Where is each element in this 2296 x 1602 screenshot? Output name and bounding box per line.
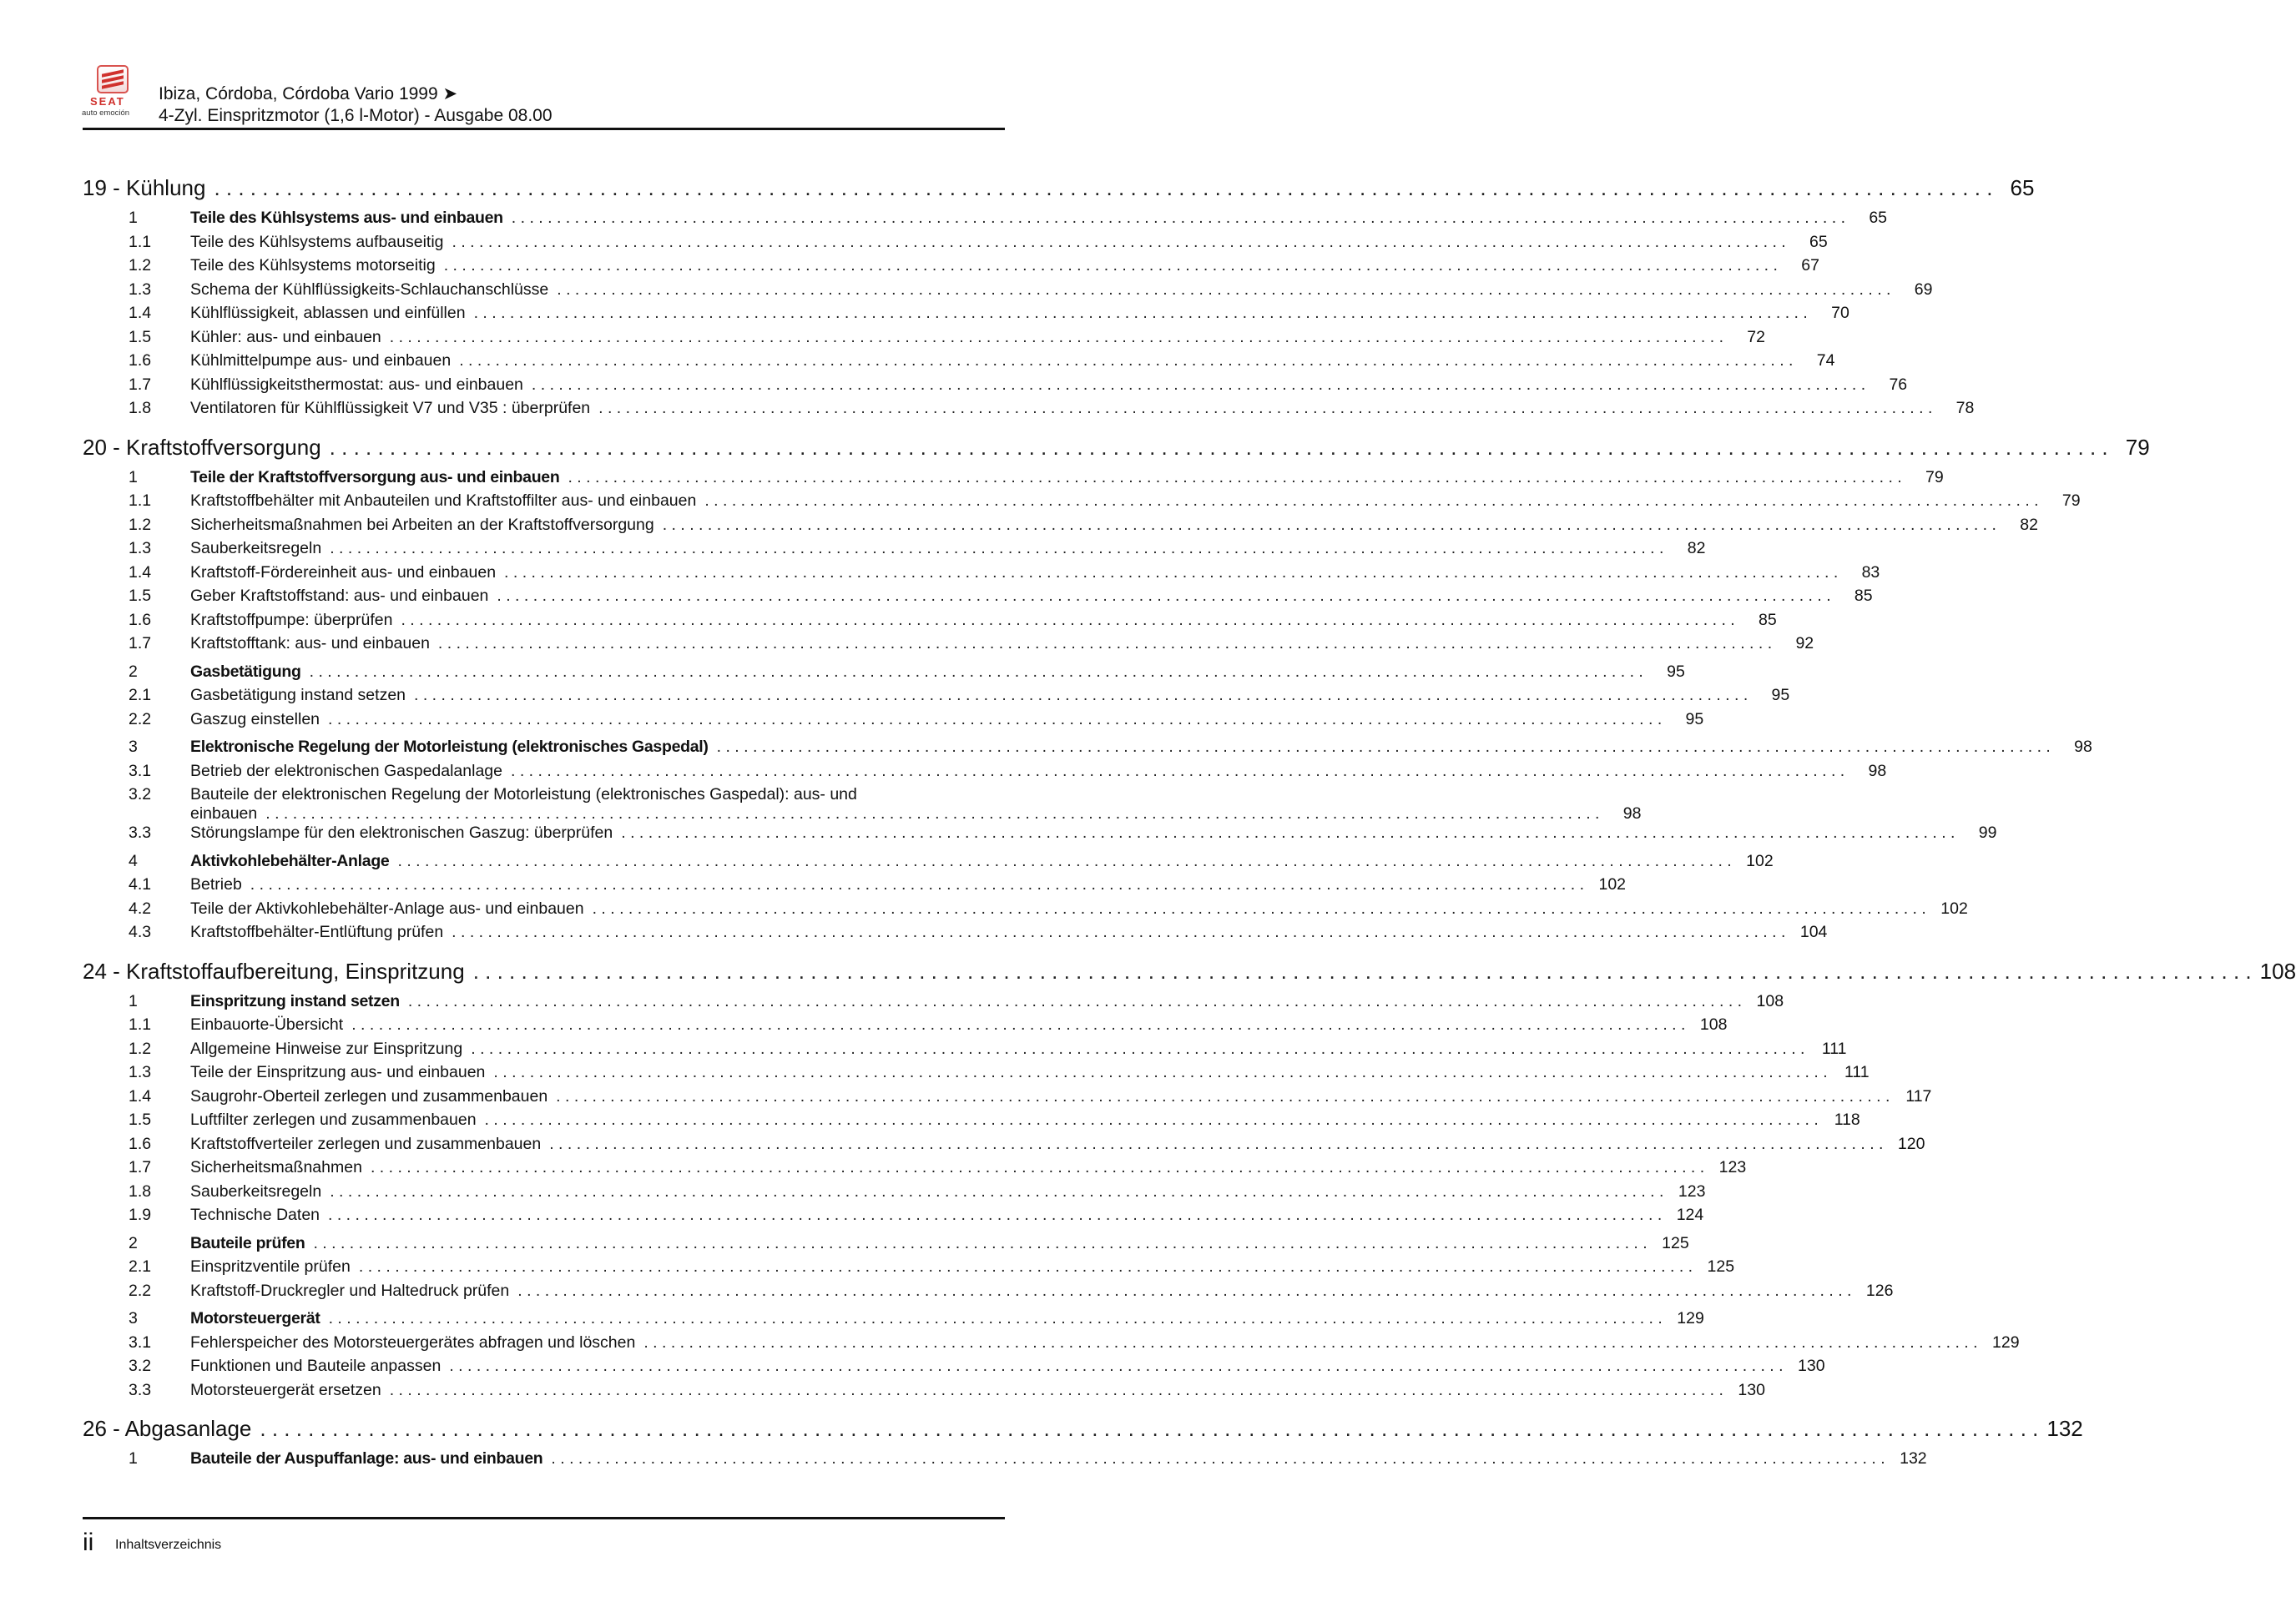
entry-title: Störungslampe für den elektronischen Gaszug: überprüfen <box>190 824 613 842</box>
entry-number: 1.3 <box>129 539 152 557</box>
dot-leader <box>717 738 2051 757</box>
entry-page: 83 <box>1861 562 1880 582</box>
entry-page: 104 <box>1799 923 1828 941</box>
entry-title: Fehlerspeicher des Motorsteuergerätes abfragen und löschen <box>190 1332 636 1352</box>
entry-page: 79 <box>2061 491 2081 510</box>
dot-leader <box>556 1087 1890 1106</box>
entry-title: Kraftstoffpumpe: überprüfen <box>190 610 393 629</box>
entry-number: 2.2 <box>129 1281 152 1300</box>
entry-page: 78 <box>1955 399 1975 417</box>
toc-section[interactable] <box>83 1309 1704 1333</box>
dot-leader <box>512 209 1845 228</box>
entry-title: Betrieb der elektronischen Gaspedalanlage <box>190 761 502 780</box>
entry-title: Geber Kraftstoffstand: aus- und einbauen <box>190 587 489 605</box>
entry-page: 95 <box>1667 662 1685 681</box>
entry-number: 1.2 <box>129 1039 152 1058</box>
chapter-title: 24 - Kraftstoffaufbereitung, Einspritzung <box>83 958 465 984</box>
entry-number: 3.2 <box>129 785 152 804</box>
entry-title: Gaszug einstellen <box>190 709 320 728</box>
dot-leader <box>473 959 2252 985</box>
entry-title: Sicherheitsmaßnahmen bei Arbeiten an der Kraftstoffversorgung <box>190 515 654 534</box>
entry-number: 4.3 <box>129 923 152 941</box>
entry-page: 70 <box>1831 304 1849 322</box>
toc-entry[interactable] <box>83 709 1704 734</box>
entry-title: Gasbetätigung instand setzen <box>190 686 406 704</box>
entry-page: 99 <box>1978 824 1997 842</box>
toc-section[interactable] <box>83 467 1944 492</box>
dot-leader <box>214 175 1992 201</box>
entry-page: 129 <box>1992 1332 2020 1352</box>
entry-page: 92 <box>1795 634 1814 652</box>
entry-page: 79 <box>1925 467 1944 486</box>
entry-title: Gasbetätigung <box>190 662 301 681</box>
dot-leader <box>401 611 1734 630</box>
entry-number: 3 <box>129 738 138 756</box>
dot-leader <box>310 662 1643 682</box>
entry-title: Sauberkeitsregeln <box>190 539 322 557</box>
entry-title: Bauteile der elektronischen Regelung der Motorleistung (elektronisches Gaspedal): aus- und <box>190 785 857 804</box>
entry-title: Allgemeine Hinweise zur Einspritzung <box>190 1039 463 1058</box>
entry-page: 118 <box>1834 1111 1860 1129</box>
entry-title: Schema der Kühlflüssigkeits-Schlauchanschlüsse <box>190 280 549 299</box>
entry-number: 2.2 <box>129 709 152 728</box>
entry-title: Einspritzventile prüfen <box>190 1257 351 1276</box>
entry-number: 1.6 <box>129 351 152 370</box>
toc-entry[interactable] <box>83 1181 1706 1207</box>
toc-entry[interactable] <box>83 1281 1894 1306</box>
entry-title: Einspritzung instand setzen <box>190 991 400 1010</box>
entry-page: 85 <box>1854 587 1873 605</box>
dot-leader <box>313 1234 1647 1253</box>
entry-page: 95 <box>1771 686 1790 704</box>
entry-title: Sauberkeitsregeln <box>190 1181 322 1201</box>
entry-number: 1.4 <box>129 562 152 582</box>
toc-chapter[interactable] <box>83 175 2035 204</box>
entry-title: Teile der Aktivkohlebehälter-Anlage aus- und einbauen <box>190 899 584 918</box>
entry-number: 4 <box>129 851 138 870</box>
dot-leader <box>444 256 1778 275</box>
toc-section[interactable] <box>83 1449 1927 1474</box>
toc-entry[interactable] <box>83 1380 1765 1405</box>
entry-page: 85 <box>1759 610 1777 629</box>
toc-section[interactable] <box>83 851 1774 876</box>
entry-page: 120 <box>1897 1134 1925 1153</box>
toc-section[interactable] <box>83 1233 1689 1258</box>
dot-leader <box>452 233 1786 252</box>
entry-number: 1.6 <box>129 1134 152 1153</box>
entry-title: Teile der Kraftstoffversorgung aus- und einbauen <box>190 467 560 486</box>
toc-entry[interactable] <box>83 562 1880 587</box>
entry-number: 1.5 <box>129 327 152 346</box>
dot-leader <box>511 762 1844 781</box>
toc-entry[interactable] <box>83 304 1849 328</box>
entry-page: 74 <box>1816 351 1835 370</box>
dot-leader <box>359 1257 1693 1277</box>
entry-title: Kühler: aus- und einbauen <box>190 327 381 346</box>
logo-slogan: auto emoción <box>82 108 130 118</box>
dot-leader <box>643 1333 1977 1353</box>
chapter-title: 19 - Kühlung <box>83 175 206 200</box>
entry-number: 1 <box>129 1449 138 1468</box>
dot-leader <box>371 1158 1704 1177</box>
dot-leader <box>397 852 1731 871</box>
chapter-page: 108 <box>2259 958 2296 984</box>
entry-title: Elektronische Regelung der Motorleistung (elektronisches Gaspedal) <box>190 738 709 756</box>
toc-entry[interactable] <box>83 1206 1704 1230</box>
entry-title: Kraftstoff-Druckregler und Haltedruck prüfen <box>190 1281 510 1300</box>
entry-title: Kraftstoffverteiler zerlegen und zusammenbauen <box>190 1134 542 1153</box>
dot-leader <box>330 539 1663 558</box>
toc-entry[interactable] <box>83 1063 1870 1087</box>
dot-leader <box>330 1182 1663 1202</box>
entry-number: 1.1 <box>129 491 152 510</box>
entry-number: 2.1 <box>129 686 152 704</box>
entry-title: Kraftstoffbehälter-Entlüftung prüfen <box>190 923 444 941</box>
toc-entry[interactable] <box>83 824 1997 848</box>
entry-title: Teile des Kühlsystems motorseitig <box>190 256 436 275</box>
toc-section[interactable] <box>83 738 2092 762</box>
entry-page: 67 <box>1801 256 1819 275</box>
toc-entry[interactable] <box>83 515 2038 540</box>
dot-leader <box>328 1206 1662 1225</box>
toc-chapter[interactable] <box>83 958 2296 987</box>
logo-brand: SEAT <box>90 95 125 108</box>
entry-title: Teile des Kühlsystems aufbauseitig <box>190 232 444 251</box>
entry-number: 1.8 <box>129 1181 152 1201</box>
entry-page: 111 <box>1821 1039 1847 1058</box>
dot-leader <box>260 1416 2038 1442</box>
chapter-title: 20 - Kraftstoffversorgung <box>83 434 321 460</box>
entry-page: 98 <box>1622 804 1642 823</box>
entry-title: Funktionen und Bauteile anpassen <box>190 1357 442 1375</box>
entry-page: 102 <box>1598 875 1627 894</box>
header-subtitle: 4-Zyl. Einspritzmotor (1,6 l-Motor) - Ausgabe 08.00 <box>159 106 553 125</box>
entry-number: 2.1 <box>129 1257 152 1276</box>
dot-leader <box>704 491 2038 511</box>
entry-number: 1.1 <box>129 232 152 251</box>
entry-page: 65 <box>1869 209 1888 227</box>
dot-leader <box>390 328 1723 347</box>
entry-number: 3.1 <box>129 761 152 780</box>
entry-page: 76 <box>1889 375 1908 394</box>
entry-number: 1.7 <box>129 1158 152 1176</box>
toc-entry[interactable] <box>83 327 1765 352</box>
dot-leader <box>621 824 1955 843</box>
footer-section-title: Inhaltsverzeichnis <box>115 1538 222 1552</box>
entry-number: 2 <box>129 1233 138 1252</box>
toc-entry[interactable] <box>83 587 1873 611</box>
entry-title: Bauteile prüfen <box>190 1233 305 1252</box>
toc-entry[interactable] <box>83 923 1828 947</box>
entry-title: Kühlmittelpumpe aus- und einbauen <box>190 351 452 370</box>
entry-page: 98 <box>2074 738 2092 756</box>
entry-number: 1.7 <box>129 634 152 652</box>
toc-entry[interactable] <box>83 875 1627 899</box>
entry-title: Motorsteuergerät ersetzen <box>190 1380 381 1399</box>
toc-section[interactable] <box>83 209 1888 233</box>
toc-section[interactable] <box>83 662 1685 687</box>
entry-page: 82 <box>2020 515 2038 534</box>
dot-leader <box>551 1449 1885 1468</box>
entry-page: 117 <box>1905 1086 1932 1106</box>
entry-title: Teile des Kühlsystems aus- und einbauen <box>190 209 503 227</box>
toc-entry[interactable] <box>83 1357 1825 1381</box>
dot-leader <box>497 587 1830 606</box>
entry-page: 72 <box>1747 327 1765 346</box>
table-of-contents <box>83 175 2296 1474</box>
dot-leader <box>414 686 1748 705</box>
entry-title: Kraftstoffbehälter mit Anbauteilen und Kraftstoffilter aus- und einbauen <box>190 491 697 510</box>
entry-number: 1 <box>129 991 138 1010</box>
entry-page: 65 <box>1809 232 1828 251</box>
entry-page: 108 <box>1756 991 1784 1010</box>
dot-leader <box>474 304 1808 323</box>
dot-leader <box>452 923 1785 942</box>
entry-number: 1.8 <box>129 399 152 417</box>
chapter-page: 65 <box>2010 175 2035 200</box>
entry-number: 3.2 <box>129 1357 152 1375</box>
entry-number: 4.1 <box>129 875 152 894</box>
entry-number: 1.4 <box>129 1086 152 1106</box>
toc-entry[interactable] <box>83 1086 1932 1111</box>
entry-page: 102 <box>1940 899 1968 918</box>
toc-entry[interactable] <box>83 610 1777 635</box>
entry-title: Motorsteuergerät <box>190 1309 320 1327</box>
entry-number: 3 <box>129 1309 138 1327</box>
entry-number: 1 <box>129 209 138 227</box>
entry-number: 1.5 <box>129 1111 152 1129</box>
dot-leader <box>408 992 1742 1011</box>
entry-title: Luftfilter zerlegen und zusammenbauen <box>190 1111 477 1129</box>
toc-entry[interactable] <box>83 1039 1847 1064</box>
entry-title: Bauteile der Auspuffanlage: aus- und einbauen <box>190 1449 543 1468</box>
dot-leader <box>593 899 1926 919</box>
dot-leader <box>351 1015 1685 1035</box>
entry-number: 1.2 <box>129 515 152 534</box>
footer-page-number: ii <box>83 1529 94 1556</box>
entry-page: 123 <box>1678 1181 1706 1201</box>
entry-number: 1.1 <box>129 1015 152 1034</box>
toc-entry[interactable] <box>83 634 1814 658</box>
entry-page: 130 <box>1798 1357 1825 1375</box>
entry-title: Einbauorte-Übersicht <box>190 1015 344 1034</box>
entry-page: 123 <box>1718 1158 1747 1176</box>
entry-title: Aktivkohlebehälter-Anlage <box>190 851 390 870</box>
entry-number: 1.3 <box>129 1063 152 1081</box>
entry-page: 111 <box>1844 1063 1870 1081</box>
entry-title: Kühlflüssigkeitsthermostat: aus- und einbauen <box>190 375 523 394</box>
toc-entry[interactable] <box>83 1257 1735 1282</box>
footer-rule <box>83 1517 1005 1519</box>
toc-entry[interactable] <box>83 1111 1860 1135</box>
entry-number: 1.9 <box>129 1206 152 1224</box>
seat-badge-icon <box>97 65 129 93</box>
entry-number: 1.3 <box>129 280 152 299</box>
toc-entry[interactable] <box>83 539 1706 563</box>
chapter-page: 132 <box>2046 1416 2083 1441</box>
toc-entry[interactable] <box>83 1332 2020 1358</box>
entry-page: 69 <box>1914 280 1933 299</box>
entry-number: 3.3 <box>129 824 152 842</box>
entry-title: Kraftstofftank: aus- und einbauen <box>190 634 430 652</box>
entry-number: 1.5 <box>129 587 152 605</box>
entry-number: 3.3 <box>129 1380 152 1399</box>
toc-entry[interactable] <box>83 232 1828 257</box>
toc-entry[interactable] <box>83 280 1933 305</box>
dot-leader <box>250 875 1584 894</box>
toc-entry[interactable] <box>83 1158 1747 1182</box>
dot-leader <box>485 1111 1819 1130</box>
entry-page: 82 <box>1687 539 1706 557</box>
dot-leader <box>568 468 1901 487</box>
dot-leader <box>557 280 1890 300</box>
entry-page: 125 <box>1662 1233 1689 1252</box>
entry-title-continued: einbauen <box>190 804 258 823</box>
chapter-page: 79 <box>2125 434 2150 460</box>
dot-leader <box>471 1040 1804 1059</box>
entry-page: 132 <box>1900 1449 1927 1468</box>
toc-section[interactable] <box>83 991 1784 1016</box>
entry-page: 102 <box>1746 851 1774 870</box>
entry-number: 4.2 <box>129 899 152 918</box>
toc-entry[interactable] <box>83 686 1790 710</box>
entry-title: Saugrohr-Oberteil zerlegen und zusammenbauen <box>190 1086 548 1106</box>
entry-page: 129 <box>1677 1309 1704 1327</box>
dot-leader <box>265 804 1599 824</box>
entry-number: 1.2 <box>129 256 152 275</box>
chapter-title: 26 - Abgasanlage <box>83 1416 252 1441</box>
toc-entry[interactable] <box>83 375 1908 400</box>
entry-title: Technische Daten <box>190 1206 320 1224</box>
entry-title: Sicherheitsmaßnahmen <box>190 1158 362 1176</box>
toc-chapter[interactable] <box>83 434 2150 463</box>
toc-entry[interactable] <box>83 1134 1925 1159</box>
dot-leader <box>330 435 2108 461</box>
dot-leader <box>504 563 1838 582</box>
entry-page: 124 <box>1676 1206 1704 1224</box>
entry-title: Kühlflüssigkeit, ablassen und einfüllen <box>190 304 466 322</box>
entry-page: 125 <box>1707 1257 1735 1276</box>
entry-page: 98 <box>1868 761 1887 780</box>
dot-leader <box>663 516 1996 535</box>
dot-leader <box>517 1282 1851 1301</box>
entry-title: Teile der Einspritzung aus- und einbauen <box>190 1063 486 1081</box>
toc-entry[interactable] <box>83 491 2081 516</box>
dot-leader <box>532 375 1865 395</box>
toc-chapter[interactable] <box>83 1416 2083 1444</box>
entry-number: 1 <box>129 467 138 486</box>
entry-number: 1.6 <box>129 610 152 629</box>
toc-entry[interactable] <box>83 351 1835 375</box>
entry-title: Ventilatoren für Kühlflüssigkeit V7 und V35 : überprüfen <box>190 399 591 417</box>
entry-title: Kraftstoff-Fördereinheit aus- und einbauen <box>190 562 497 582</box>
entry-page: 95 <box>1685 709 1704 728</box>
toc-entry[interactable] <box>83 785 1642 824</box>
dot-leader <box>328 710 1662 729</box>
toc-entry[interactable] <box>83 899 1968 924</box>
toc-entry[interactable] <box>83 256 1819 280</box>
dot-leader <box>390 1381 1723 1400</box>
entry-number: 2 <box>129 662 138 681</box>
entry-number: 3.1 <box>129 1332 152 1352</box>
dot-leader <box>449 1357 1783 1376</box>
header-title: Ibiza, Córdoba, Córdoba Vario 1999 ➤ <box>159 84 458 103</box>
dot-leader <box>493 1063 1827 1082</box>
dot-leader <box>459 351 1793 370</box>
dot-leader <box>549 1135 1883 1154</box>
header-rule <box>83 128 1005 130</box>
dot-leader <box>329 1309 1663 1328</box>
toc-entry[interactable] <box>83 761 1887 786</box>
toc-entry[interactable] <box>83 1015 1728 1040</box>
entry-title: Betrieb <box>190 875 242 894</box>
entry-page: 126 <box>1865 1281 1894 1300</box>
dot-leader <box>598 399 1932 418</box>
toc-entry[interactable] <box>83 399 1975 423</box>
entry-number: 1.4 <box>129 304 152 322</box>
seat-logo-icon <box>82 65 149 118</box>
dot-leader <box>438 634 1772 653</box>
entry-page: 108 <box>1699 1015 1728 1034</box>
entry-page: 130 <box>1738 1380 1765 1399</box>
entry-number: 1.7 <box>129 375 152 394</box>
